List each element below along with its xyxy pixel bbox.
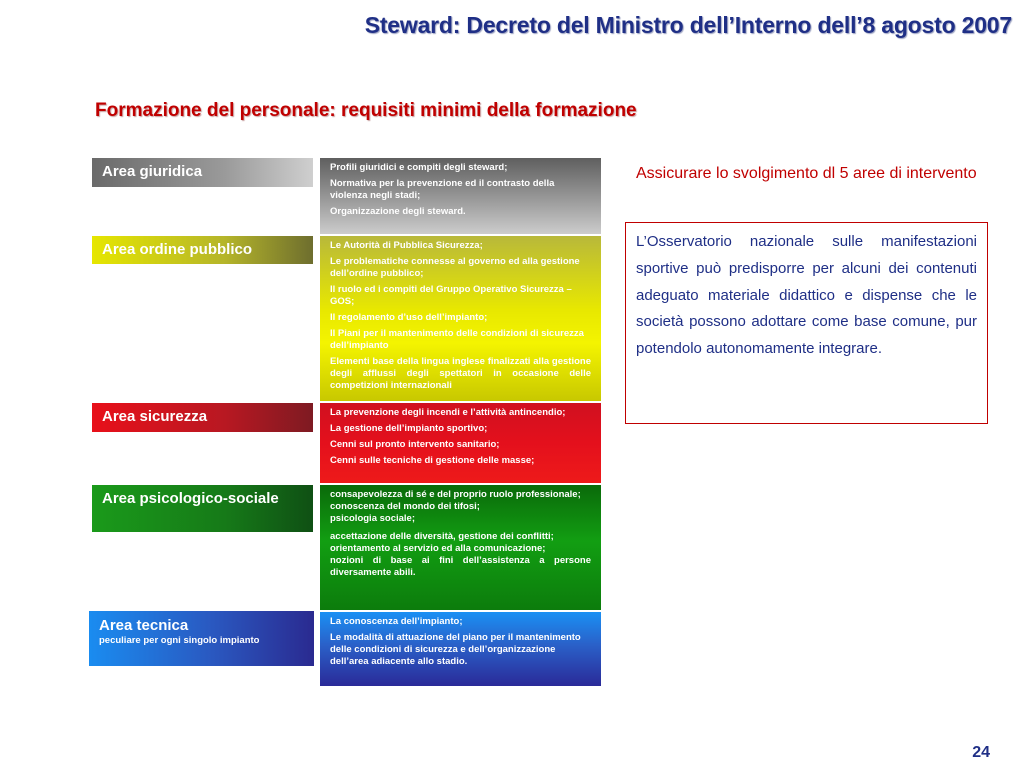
list-item: Il ruolo ed i compiti del Gruppo Operativo Sicurezza – GOS; (330, 284, 572, 307)
list-item: Cenni sul pronto intervento sanitario; (330, 439, 500, 450)
list-item: consapevolezza di sé e del proprio ruolo professionale; (330, 489, 581, 500)
right-panel-heading: Assicurare lo svolgimento dl 5 aree di intervento (636, 165, 977, 182)
list-item: La conoscenza dell’impianto; (330, 616, 463, 627)
list-item: La gestione dell’impianto sportivo; (330, 423, 488, 434)
right-panel-box (625, 222, 988, 424)
list-item: Organizzazione degli steward. (330, 206, 466, 217)
list-item: Le Autorità di Pubblica Sicurezza; (330, 240, 483, 251)
list-item: La prevenzione degli incendi e l’attività antincendio; (330, 407, 566, 418)
area-label-giuridica: Area giuridica (92, 158, 313, 187)
list-item: Elementi base della lingua inglese finalizzati alla gestione degli afflussi degli spettatori in occasione delle competizioni internazionali (330, 356, 591, 391)
list-item: accettazione delle diversità, gestione dei conflitti; (330, 531, 554, 542)
area-content-psicologico-sociale (320, 485, 601, 610)
area-label-sicurezza: Area sicurezza (92, 403, 313, 432)
area-label-tecnica (89, 611, 314, 666)
list-item: Il Piani per il mantenimento delle condizioni di sicurezza dell’impianto (330, 328, 584, 351)
list-item: Le modalità di attuazione del piano per il mantenimento delle condizioni di sicurezza e dell’organizzazione dell’area adiacente allo stadio. (330, 632, 581, 667)
list-item: Le problematiche connesse al governo ed alla gestione dell’ordine pubblico; (330, 256, 580, 279)
list-item: Normativa per la prevenzione ed il contrasto della violenza negli stadi; (330, 178, 555, 201)
slide-title: Steward: Decreto del Ministro dell’Interno dell’8 agosto 2007 (364, 12, 1012, 38)
area-label-ordine-pubblico: Area ordine pubblico (92, 236, 313, 264)
page-number: 24 (972, 744, 990, 761)
area-label-tecnica-title: Area tecnica (99, 617, 189, 634)
list-item: psicologia sociale; (330, 513, 415, 524)
area-content-sicurezza (320, 403, 601, 483)
list-item: conoscenza del mondo dei tifosi; (330, 501, 480, 512)
list-item: nozioni di base ai fini dell’assistenza a persone diversamente abili. (330, 555, 591, 578)
area-label-psicologico-sociale: Area psicologico-sociale (92, 485, 313, 532)
slide-subtitle: Formazione del personale: requisiti minimi della formazione (95, 100, 637, 121)
area-label-tecnica-sublabel: peculiare per ogni singolo impianto (99, 635, 260, 646)
right-panel-body: L’Osservatorio nazionale sulle manifestazioni sportive può predisporre per alcuni dei contenuti adeguato materiale didattico e dispense che le società possono adottare come base comune, pur potendolo autonomamente integrare. (636, 233, 977, 358)
area-content-giuridica (320, 158, 601, 234)
area-content-ordine-pubblico (320, 236, 601, 401)
list-item: orientamento al servizio ed alla comunicazione; (330, 543, 546, 554)
list-item: Il regolamento d’uso dell’impianto; (330, 312, 488, 323)
area-content-tecnica (320, 612, 601, 686)
list-item: Cenni sulle tecniche di gestione delle masse; (330, 455, 535, 466)
list-item: Profili giuridici e compiti degli steward; (330, 162, 508, 173)
